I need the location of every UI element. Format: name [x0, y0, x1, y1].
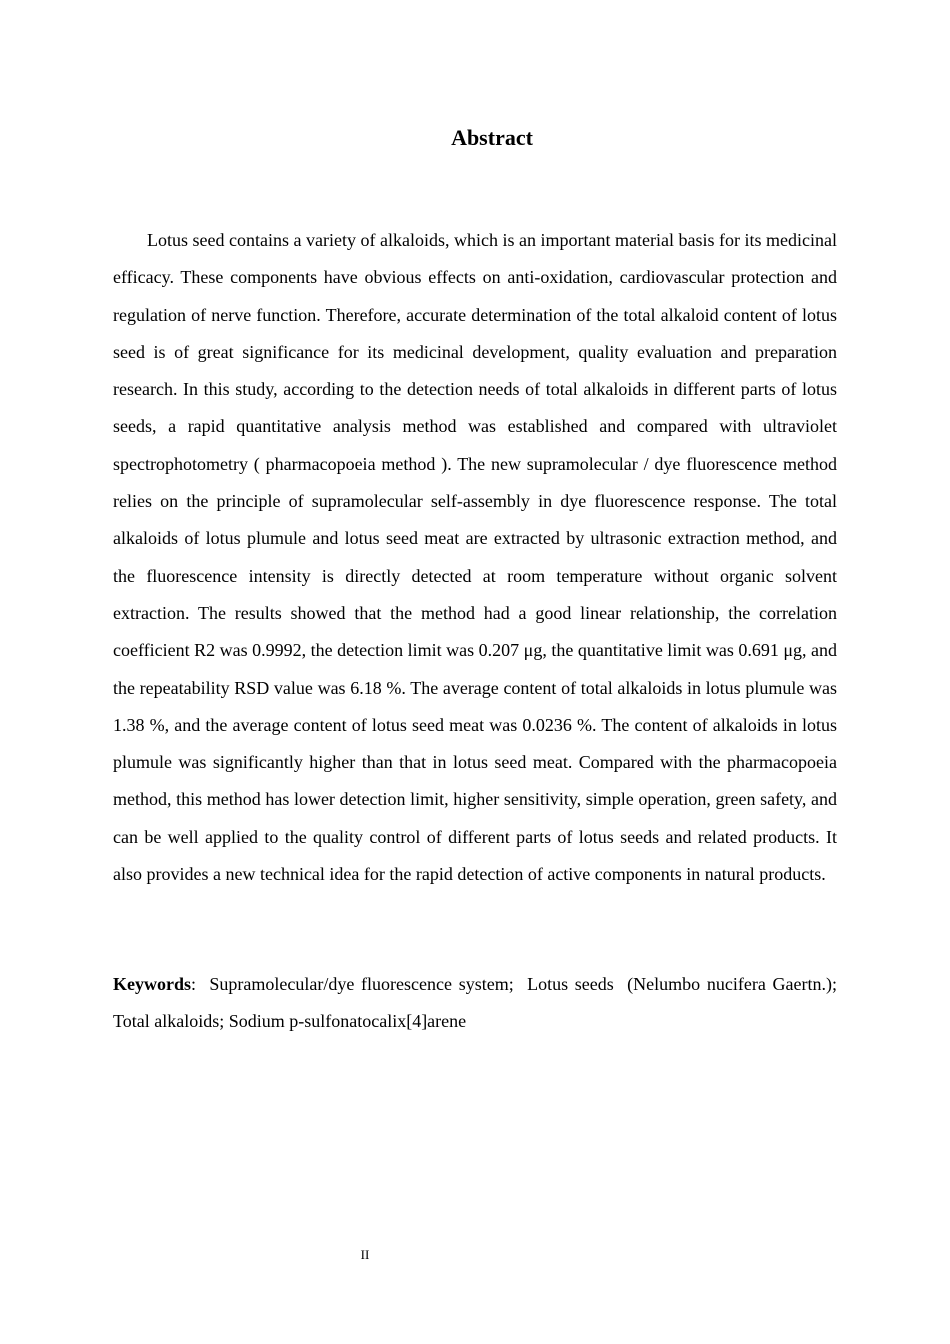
abstract-paragraph: Lotus seed contains a variety of alkaloids, which is an important material basis for its medicinal efficacy. These components have obvious effects on anti-oxidation, cardiovascular protection and regulation of nerve function. Therefore, accurate determination of the total alkaloid content of lotus seed is of great significance for its medicinal development, quality evaluation and preparation research. In this study, according to the detection needs of total alkaloids in different parts of lotus seeds, a rapid quantitative analysis method was established and compared with ultraviolet spectrophotometry ( pharmacopoeia method ). The new supramolecular / dye fluorescence method relies on the principle of supramolecular self-assembly in dye fluorescence response. The total alkaloids of lotus plumule and lotus seed meat are extracted by ultrasonic extraction method, and the fluorescence intensity is directly detected at room temperature without organic solvent extraction. The results showed that the method had a good linear relationship, the correlation coefficient R2 was 0.9992, the detection limit was 0.207 μg, the quantitative limit was 0.691 μg, and the repeatability RSD value was 6.18 %. The average content of total alkaloids in lotus plumule was 1.38 %, and the average content of lotus seed meat was 0.0236 %. The content of alkaloids in lotus plumule was significantly higher than that in lotus seed meat. Compared with the pharmacopoeia method, this method has lower detection limit, higher sensitivity, simple operation, green safety, and can be well applied to the quality control of different parts of lotus seeds and related products. It also provides a new technical idea for the rapid detection of active components in natural products.	[113, 230, 837, 885]
keywords-label: Keywords	[113, 974, 191, 994]
abstract-title: Abstract	[451, 125, 533, 150]
keywords-paragraph	[113, 966, 846, 1041]
keywords-text: Supramolecular/dye fluorescence system; Lotus seeds (Nelumbo nucifera Gaertn.); Total alkaloids; Sodium p-sulfonatocalix[4]arene	[113, 974, 846, 1032]
keywords-separator: :	[191, 974, 197, 994]
page-number: II	[360, 1247, 370, 1262]
